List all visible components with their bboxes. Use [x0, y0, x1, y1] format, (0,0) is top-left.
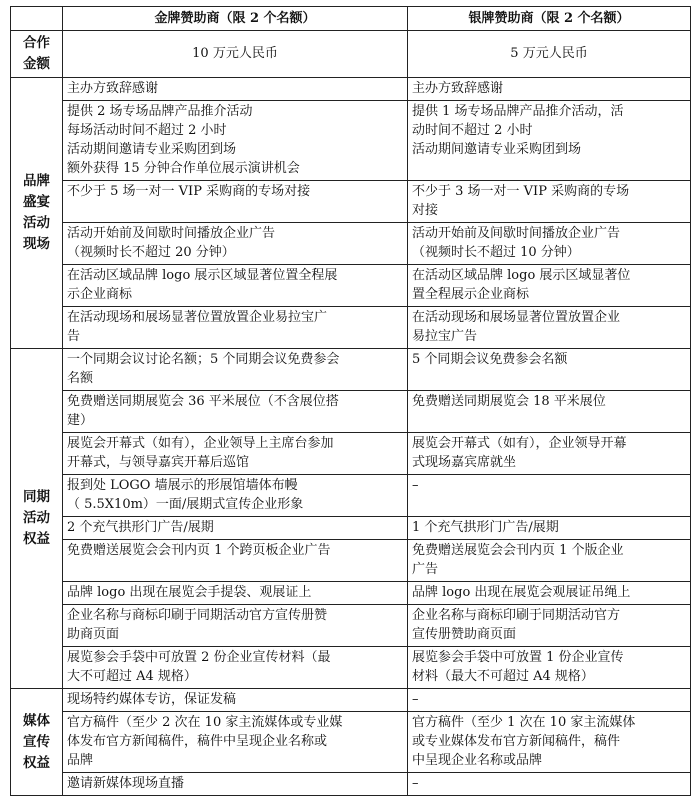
- benefit-row: [11, 647, 691, 689]
- gold-benefit-line: （视频时长不超过 20 分钟）: [67, 245, 235, 260]
- silver-benefit-line: 品牌 logo 出现在展览会观展证吊绳上: [412, 585, 631, 600]
- category-label-line: 媒体: [23, 712, 50, 729]
- gold-benefit-cell: [63, 433, 408, 475]
- amount-label: [11, 31, 63, 78]
- benefit-row: [11, 181, 691, 223]
- category-label-line: 盛宴: [23, 194, 50, 210]
- gold-sponsor-header: 金牌赞助商（限 2 个名额）: [63, 7, 408, 31]
- gold-benefit-line: 额外获得 15 分钟合作单位展示演讲机会: [67, 161, 300, 176]
- gold-benefit-cell: [63, 773, 408, 796]
- silver-benefit-line: 式现场嘉宾席就坐: [412, 455, 517, 470]
- silver-benefit-line: 提供 1 场专场品牌产品推介活动，活: [412, 104, 624, 119]
- gold-benefit-cell: [63, 181, 408, 223]
- corner-cell: [11, 7, 63, 31]
- category-label-line: 活动: [23, 215, 50, 231]
- silver-benefit-line: 动时间不超过 2 小时: [412, 123, 533, 138]
- benefit-row: [11, 307, 691, 349]
- gold-benefit-line: 大不可超过 A4 规格）: [67, 669, 197, 684]
- silver-benefit-cell: [408, 582, 691, 605]
- benefit-row: [11, 517, 691, 540]
- gold-benefit-line: 邀请新媒体现场直播: [67, 776, 185, 791]
- benefit-row: [11, 433, 691, 475]
- silver-benefit-line: –: [412, 776, 419, 791]
- silver-benefit-line: 材料（最大不可超过 A4 规格）: [412, 669, 594, 684]
- gold-benefit-cell: [63, 265, 408, 307]
- silver-benefit-line: 中呈现企业名称或品牌: [412, 753, 543, 768]
- silver-benefit-cell: [408, 433, 691, 475]
- gold-benefit-line: 活动期间邀请专业采购团到场: [67, 142, 237, 157]
- category-label-line: 宣传: [23, 733, 50, 750]
- benefit-row: [11, 475, 691, 517]
- silver-benefit-cell: [408, 647, 691, 689]
- gold-benefit-cell: [63, 605, 408, 647]
- gold-benefit-line: 活动开始前及间歇时间播放企业广告: [67, 226, 276, 241]
- silver-benefit-line: （视频时长不超过 10 分钟）: [412, 245, 580, 260]
- silver-benefit-cell: [408, 773, 691, 796]
- benefit-row: [11, 712, 691, 773]
- gold-benefit-cell: [63, 647, 408, 689]
- silver-benefit-line: 宣传册赞助商页面: [412, 627, 517, 642]
- gold-benefit-cell: [63, 689, 408, 712]
- amount-row: [11, 31, 691, 78]
- gold-amount: 10 万元人民币: [63, 31, 408, 78]
- silver-benefit-line: 展览会开幕式（如有），企业领导开幕: [412, 436, 627, 451]
- sponsorship-document: [10, 6, 690, 796]
- silver-benefit-line: 主办方致辞感谢: [412, 81, 504, 96]
- silver-benefit-cell: [408, 605, 691, 647]
- category-label-line: 权益: [23, 754, 50, 771]
- silver-amount: 5 万元人民币: [408, 31, 691, 78]
- silver-benefit-line: 在活动区域品牌 logo 展示区域显著位: [412, 268, 631, 283]
- gold-benefit-line: 不少于 5 场一对一 VIP 采购商的专场对接: [67, 184, 311, 199]
- silver-benefit-cell: [408, 391, 691, 433]
- silver-benefit-line: 活动期间邀请专业采购团到场: [412, 142, 582, 157]
- category-cell: [11, 78, 63, 349]
- gold-benefit-line: 一个同期会议讨论名额；5 个同期会议免费参会: [67, 352, 340, 367]
- silver-benefit-line: 置全程展示企业商标: [412, 287, 530, 302]
- category-cell: [11, 689, 63, 796]
- benefit-row: [11, 78, 691, 101]
- silver-benefit-cell: [408, 181, 691, 223]
- gold-benefit-cell: [63, 582, 408, 605]
- silver-benefit-cell: [408, 78, 691, 101]
- gold-benefit-line: 展览会开幕式（如有），企业领导上主席台参加: [67, 436, 334, 451]
- silver-benefit-cell: [408, 540, 691, 582]
- benefit-row: [11, 101, 691, 181]
- category-label-line: 现场: [23, 236, 50, 252]
- benefit-row: [11, 349, 691, 391]
- gold-benefit-line: 提供 2 场专场品牌产品推介活动: [67, 104, 253, 119]
- benefit-row: [11, 689, 691, 712]
- category-label-line: 活动: [23, 510, 50, 526]
- category-label-line: 同期: [23, 489, 50, 505]
- gold-benefit-line: 在活动现场和展场显著位置放置企业易拉宝广: [67, 310, 328, 325]
- silver-benefit-line: 在活动现场和展场显著位置放置企业: [412, 310, 621, 325]
- gold-benefit-line: 2 个充气拱形门广告/展期: [67, 520, 214, 535]
- gold-benefit-line: 名额: [67, 371, 94, 386]
- gold-benefit-line: 开幕式，与领导嘉宾开幕后巡馆: [67, 455, 250, 470]
- gold-benefit-cell: [63, 307, 408, 349]
- silver-benefit-cell: [408, 265, 691, 307]
- silver-benefit-cell: [408, 517, 691, 540]
- silver-benefit-line: 官方稿件（至少 1 次在 10 家主流媒体: [412, 715, 636, 730]
- silver-benefit-cell: [408, 712, 691, 773]
- gold-benefit-cell: [63, 101, 408, 181]
- silver-benefit-line: 广告: [412, 562, 439, 577]
- gold-benefit-cell: [63, 475, 408, 517]
- silver-benefit-line: 活动开始前及间歇时间播放企业广告: [412, 226, 621, 241]
- benefit-row: [11, 391, 691, 433]
- silver-benefit-line: 易拉宝广告: [412, 329, 478, 344]
- amount-label-line: 合作: [23, 35, 50, 51]
- sponsorship-table: [10, 6, 691, 796]
- silver-benefit-cell: [408, 101, 691, 181]
- silver-benefit-line: 对接: [412, 203, 439, 218]
- category-label-line: 品牌: [23, 173, 50, 189]
- gold-benefit-line: 企业名称与商标印刷于同期活动官方宣传册赞: [67, 608, 328, 623]
- gold-benefit-line: 示企业商标: [67, 287, 133, 302]
- gold-benefit-line: （ 5.5X10m）一面/展期式宣传企业形象: [67, 497, 304, 512]
- silver-benefit-line: –: [412, 692, 419, 707]
- silver-benefit-cell: [408, 475, 691, 517]
- gold-benefit-line: 每场活动时间不超过 2 小时: [67, 123, 227, 138]
- gold-benefit-cell: [63, 517, 408, 540]
- gold-benefit-line: 主办方致辞感谢: [67, 81, 159, 96]
- silver-benefit-line: 企业名称与商标印刷于同期活动官方: [412, 608, 621, 623]
- gold-benefit-line: 报到处 LOGO 墙展示的形展馆墙体布幔: [67, 478, 298, 493]
- gold-benefit-cell: [63, 540, 408, 582]
- gold-benefit-line: 免费赠送展览会会刊内页 1 个跨页板企业广告: [67, 543, 331, 558]
- benefit-row: [11, 582, 691, 605]
- gold-benefit-line: 在活动区域品牌 logo 展示区域显著位置全程展: [67, 268, 338, 283]
- benefit-row: [11, 265, 691, 307]
- silver-benefit-line: –: [412, 478, 419, 493]
- gold-benefit-line: 品牌 logo 出现在展览会手提袋、观展证上: [67, 585, 312, 600]
- gold-benefit-cell: [63, 349, 408, 391]
- silver-sponsor-header: 银牌赞助商（限 2 个名额）: [408, 7, 691, 31]
- benefit-row: [11, 540, 691, 582]
- gold-benefit-line: 展览参会手袋中可放置 2 份企业宣传材料（最: [67, 650, 331, 665]
- silver-benefit-line: 免费赠送同期展览会 18 平米展位: [412, 394, 606, 409]
- gold-benefit-line: 现场特约媒体专访，保证发稿: [67, 692, 237, 707]
- silver-benefit-cell: [408, 689, 691, 712]
- silver-benefit-line: 1 个充气拱形门广告/展期: [412, 520, 559, 535]
- gold-benefit-cell: [63, 391, 408, 433]
- gold-benefit-line: 官方稿件（至少 2 次在 10 家主流媒体或专业媒: [67, 715, 343, 730]
- header-row: [11, 7, 691, 31]
- silver-benefit-cell: [408, 349, 691, 391]
- gold-benefit-line: 品牌: [67, 753, 94, 768]
- category-label-line: 权益: [23, 531, 50, 547]
- category-cell: [11, 349, 63, 689]
- gold-benefit-line: 体发布官方新闻稿件，稿件中呈现企业名称或: [67, 734, 328, 749]
- gold-benefit-cell: [63, 712, 408, 773]
- silver-benefit-line: 5 个同期会议免费参会名额: [412, 352, 568, 367]
- silver-benefit-line: 不少于 3 场一对一 VIP 采购商的专场: [412, 184, 630, 199]
- gold-benefit-cell: [63, 223, 408, 265]
- benefit-row: [11, 773, 691, 796]
- silver-benefit-cell: [408, 223, 691, 265]
- gold-benefit-line: 建）: [67, 413, 94, 428]
- gold-benefit-line: 告: [67, 329, 81, 344]
- gold-benefit-line: 免费赠送同期展览会 36 平米展位（不含展位搭: [67, 394, 339, 409]
- silver-benefit-line: 展览参会手袋中可放置 1 份企业宣传: [412, 650, 624, 665]
- gold-benefit-line: 助商页面: [67, 627, 120, 642]
- silver-benefit-cell: [408, 307, 691, 349]
- gold-benefit-cell: [63, 78, 408, 101]
- benefit-row: [11, 605, 691, 647]
- silver-benefit-line: 或专业媒体发布官方新闻稿件，稿件: [412, 734, 621, 749]
- silver-benefit-line: 免费赠送展览会会刊内页 1 个版企业: [412, 543, 624, 558]
- benefit-row: [11, 223, 691, 265]
- amount-label-line: 金额: [23, 56, 50, 72]
